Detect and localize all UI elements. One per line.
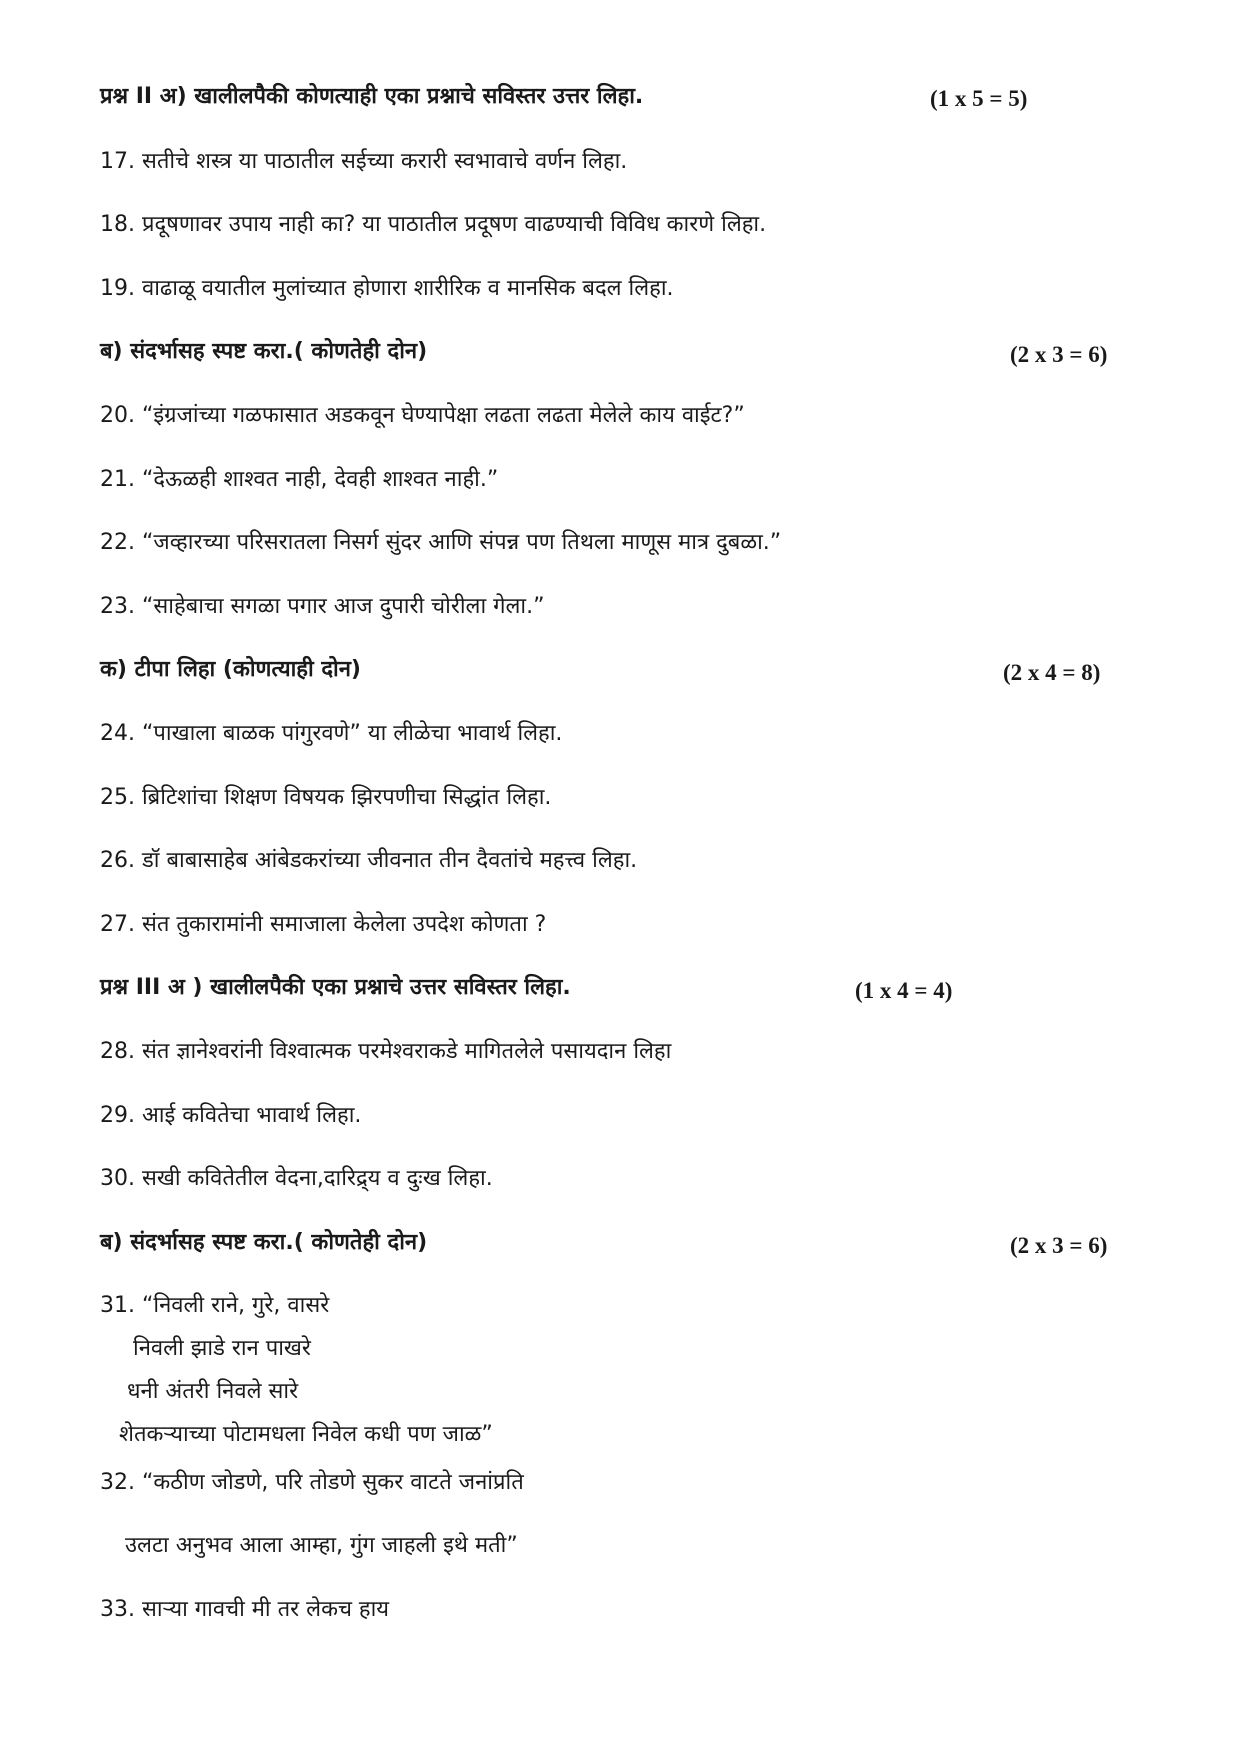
question-26: 26. डॉ बाबासाहेब आंबेडकरांच्या जीवनात तीन दैवतांचे महत्त्व लिहा. — [100, 848, 638, 873]
question-30: 30. सखी कवितेतील वेदना,दारिद्र्य व दुःख लिहा. — [100, 1166, 493, 1191]
question-19: 19. वाढाळू वयातील मुलांच्यात होणारा शारीरिक व मानसिक बदल लिहा. — [100, 276, 674, 301]
section-2b-marks: (2 x 3 = 6) — [1010, 342, 1108, 367]
question-31-line-3: धनी अंतरी निवले सारे — [127, 1379, 299, 1404]
section-3a-heading: प्रश्न III अ ) खालीलपैकी एका प्रश्नाचे उत्तर सविस्तर लिहा. — [100, 975, 571, 1000]
question-28: 28. संत ज्ञानेश्वरांनी विश्वात्मक परमेश्वराकडे मागितलेले पसायदान लिहा — [100, 1039, 672, 1064]
question-32-line-1: 32. “कठीण जोडणे, परि तोडणे सुकर वाटते जनांप्रति — [100, 1470, 524, 1495]
question-31-line-4: शेतकऱ्याच्या पोटामधला निवेल कधी पण जाळ” — [119, 1422, 493, 1447]
question-32-line-2: उलटा अनुभव आला आम्हा, गुंग जाहली इथे मती” — [125, 1533, 518, 1558]
section-3a-marks: (1 x 4 = 4) — [855, 978, 953, 1003]
question-31-line-2: निवली झाडे रान पाखरे — [133, 1336, 311, 1361]
question-21: 21. “देऊळही शाश्वत नाही, देवही शाश्वत नाही.” — [100, 467, 499, 492]
question-23: 23. “साहेबाचा सगळा पगार आज दुपारी चोरीला गेला.” — [100, 594, 545, 619]
section-2b-heading: ब) संदर्भासह स्पष्ट करा.( कोणतेही दोन) — [100, 339, 428, 364]
question-27: 27. संत तुकारामांनी समाजाला केलेला उपदेश कोणता ? — [100, 912, 547, 937]
section-2a-marks: (1 x 5 = 5) — [930, 86, 1028, 111]
question-33: 33. साऱ्या गावची मी तर लेकच हाय — [100, 1597, 390, 1622]
question-25: 25. ब्रिटिशांचा शिक्षण विषयक झिरपणीचा सिद्धांत लिहा. — [100, 785, 552, 810]
question-24: 24. “पाखाला बाळक पांगुरवणे” या लीळेचा भावार्थ लिहा. — [100, 721, 563, 746]
question-29: 29. आई कवितेचा भावार्थ लिहा. — [100, 1103, 362, 1128]
section-2c-marks: (2 x 4 = 8) — [1003, 660, 1101, 685]
section-3b-heading: ब) संदर्भासह स्पष्ट करा.( कोणतेही दोन) — [100, 1230, 428, 1255]
section-2a-heading: प्रश्न II अ) खालीलपैकी कोणत्याही एका प्रश्नाचे सविस्तर उत्तर लिहा. — [100, 84, 644, 109]
question-20: 20. “इंग्रजांच्या गळफासात अडकवून घेण्यापेक्षा लढता लढता मेलेले काय वाईट?” — [100, 403, 745, 428]
question-31-line-1: 31. “निवली राने, गुरे, वासरे — [100, 1293, 330, 1318]
question-18: 18. प्रदूषणावर उपाय नाही का? या पाठातील प्रदूषण वाढण्याची विविध कारणे लिहा. — [100, 212, 767, 237]
section-3b-marks: (2 x 3 = 6) — [1010, 1233, 1108, 1258]
question-17: 17. सतीचे शस्त्र या पाठातील सईच्या करारी स्वभावाचे वर्णन लिहा. — [100, 149, 628, 174]
section-2c-heading: क) टीपा लिहा (कोणत्याही दोन) — [100, 657, 361, 682]
question-22: 22. “जव्हारच्या परिसरातला निसर्ग सुंदर आणि संपन्न पण तिथला माणूस मात्र दुबळा.” — [100, 530, 782, 555]
